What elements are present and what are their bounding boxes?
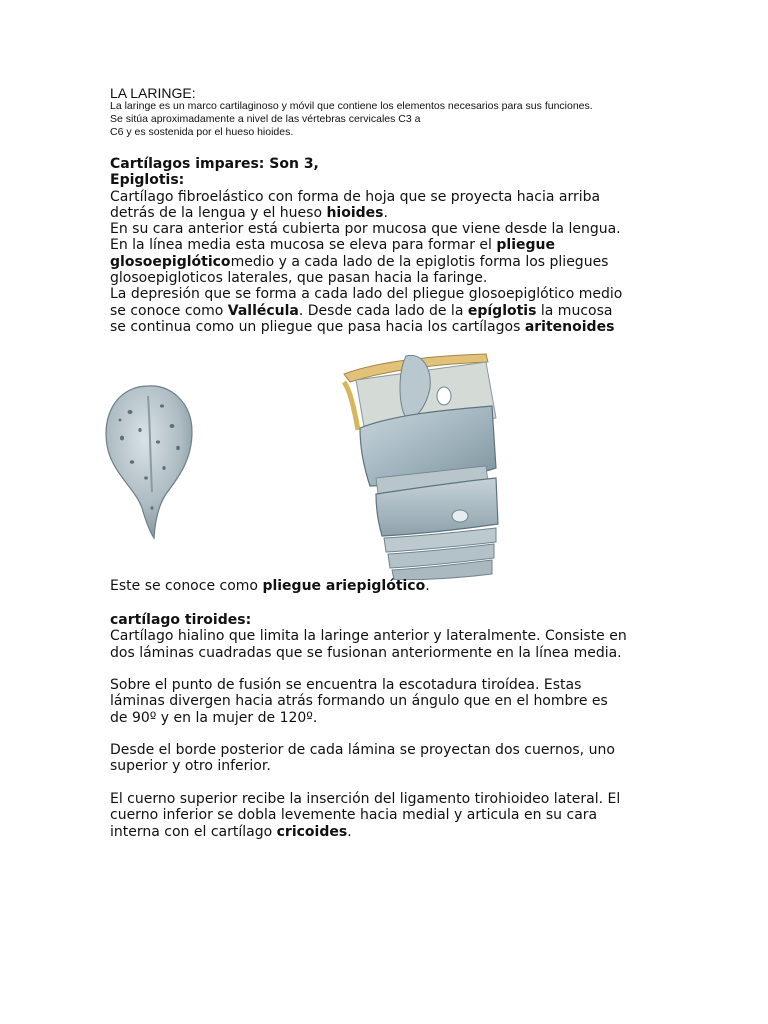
bold-term: epíglotis (467, 302, 537, 319)
document-title: LA LARINGE: (110, 85, 196, 101)
fusion-paragraph (110, 677, 670, 726)
text-line: se conoce como Vallécula. Desde cada lado de la epíglotis la mucosa (110, 302, 613, 319)
intro-paragraph (110, 100, 670, 139)
epiglottis-section (110, 156, 670, 335)
subsection-heading (110, 612, 670, 628)
thyroid-section (110, 612, 670, 661)
text-line: glosoepiglóticomedio y a cada lado de la epiglotis forma los pliegues (110, 253, 609, 270)
larynx-illustration (336, 348, 502, 580)
intro-line: Se sitúa aproximadamente a nivel de las vértebras cervicales C3 a (110, 113, 421, 125)
bold-term: Vallécula (227, 302, 299, 319)
text-line: Cartílago hialino que limita la laringe anterior y lateralmente. Consiste en (110, 628, 627, 645)
text-line: láminas divergen hacia atrás formando un ángulo que en el hombre es (110, 693, 608, 710)
text-line: Este se conoce como pliegue ariepiglótico. (110, 578, 430, 594)
text-line: superior y otro inferior. (110, 758, 271, 775)
heading-text: Epiglotis: (110, 172, 185, 189)
text-line: El cuerno superior recibe la inserción del ligamento tirohioideo lateral. El (110, 791, 621, 807)
text-line: se continua como un pliegue que pasa hacia los cartílagos aritenoides (110, 318, 615, 335)
text-line: dos láminas cuadradas que se fusionan anteriormente en la línea media. (110, 644, 622, 661)
text-line: Sobre el punto de fusión se encuentra la escotadura tiroídea. Estas (110, 677, 582, 693)
ariepiglottic-paragraph (110, 578, 670, 594)
horns-paragraph (110, 742, 670, 775)
section-heading (110, 156, 670, 172)
cricoid-paragraph (110, 791, 670, 840)
text-line: En la línea media esta mucosa se eleva para formar el pliegue (110, 237, 555, 254)
epiglottis-illustration (100, 382, 200, 542)
subsection-heading (110, 172, 670, 188)
text-line: cuerno inferior se dobla levemente hacia medial y articula en su cara (110, 807, 598, 824)
bold-term: glosoepiglótico (110, 253, 231, 270)
bold-term: aritenoides (524, 318, 615, 335)
text-line: de 90º y en la mujer de 120º. (110, 709, 318, 726)
text-line: Cartílago fibroelástico con forma de hoja que se proyecta hacia arriba (110, 188, 601, 205)
intro-line: La laringe es un marco cartilaginoso y móvil que contiene los elementos necesarios para sus funciones. (110, 100, 593, 112)
text-line: interna con el cartílago cricoides. (110, 823, 352, 840)
text-line: detrás de la lengua y el hueso hioides. (110, 204, 388, 221)
bold-term: pliegue ariepiglótico (262, 578, 426, 594)
bold-term: cricoides (276, 823, 348, 840)
intro-line: C6 y es sostenida por el hueso hioides. (110, 126, 294, 138)
heading-text: Cartílagos impares: Son 3, (110, 156, 319, 172)
text-line: glosoepigloticos laterales, que pasan hacia la faringe. (110, 270, 488, 287)
text-line: La depresión que se forma a cada lado del pliegue glosoepiglótico medio (110, 286, 623, 303)
text-line: Desde el borde posterior de cada lámina se proyectan dos cuernos, uno (110, 742, 615, 758)
bold-term: pliegue (496, 237, 555, 254)
heading-text: cartílago tiroides: (110, 612, 252, 628)
bold-term: hioides (326, 204, 384, 221)
text-line: En su cara anterior está cubierta por mucosa que viene desde la lengua. (110, 221, 621, 238)
